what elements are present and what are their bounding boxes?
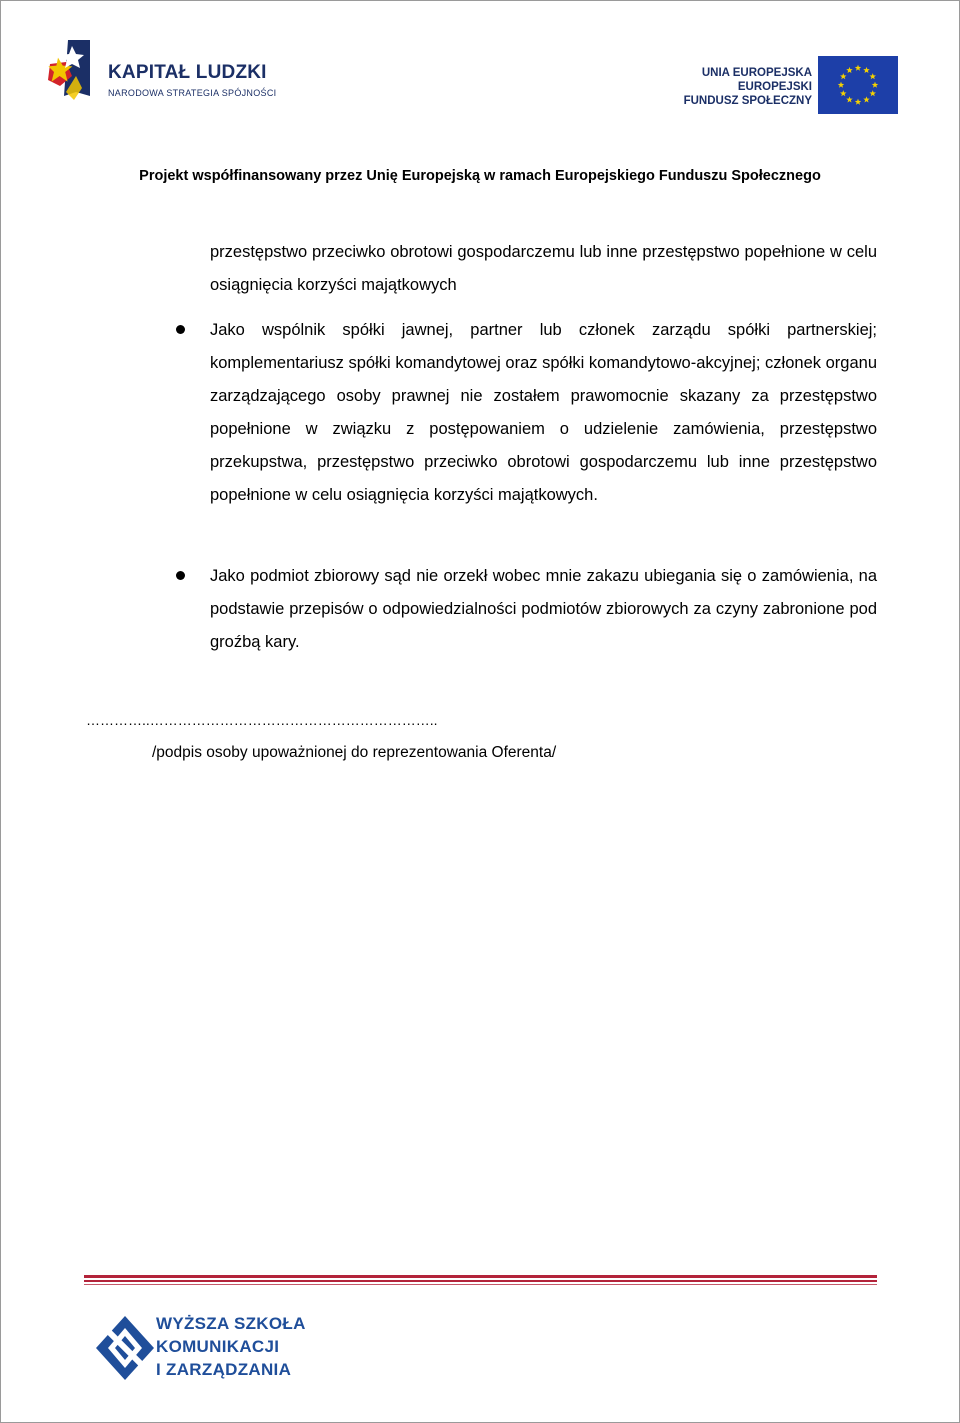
eu-flag-icon [818, 56, 898, 114]
kapital-ludzki-emblem-icon [46, 36, 106, 108]
eu-logo-text [684, 66, 812, 108]
footer-rule [84, 1284, 877, 1285]
eu-logo-line2: EUROPEJSKI [737, 81, 812, 93]
wskiz-logo [94, 1312, 354, 1387]
kapital-ludzki-title: KAPITAŁ LUDZKI [108, 62, 267, 83]
footer-rule [84, 1280, 877, 1282]
wskiz-name-line1: WYŻSZA SZKOŁA [156, 1314, 306, 1333]
eu-logo-line1: UNIA EUROPEJSKA [701, 67, 812, 79]
wskiz-emblem-icon [94, 1314, 156, 1382]
signature-caption: /podpis osoby upoważnionej do reprezentowania Oferenta/ [152, 744, 557, 761]
bullet-icon [176, 571, 185, 580]
bullet-item-partner: Jako wspólnik spółki jawnej, partner lub członek zarządu spółki partnerskiej; komplementariusz spółki komandytowej oraz spółki komandytowo-akcyjnej; członek organu zarządzającego osoby prawnej nie zostałem prawomocnie skazany za przestępstwo popełnione w związku z postępowaniem o udzielenie zamówienia, przestępstwo przekupstwa, przestępstwo przeciwko obrotowi gospodarczemu lub inne przestępstwo popełnione w celu osiągnięcia korzyści majątkowych. [210, 321, 877, 504]
signature-line: …………..…………………………………………………….. [86, 712, 438, 728]
wskiz-name-line3: I ZARZĄDZANIA [156, 1360, 292, 1379]
kapital-ludzki-subtitle: NARODOWA STRATEGIA SPÓJNOŚCI [108, 88, 277, 98]
bullet-icon [176, 325, 185, 334]
wskiz-name-line2: KOMUNIKACJI [156, 1337, 280, 1356]
project-cofinancing-line: Projekt współfinansowany przez Unię Europejską w ramach Europejskiego Funduszu Społecznego [139, 168, 821, 184]
bullet-item-collective-entity: Jako podmiot zbiorowy sąd nie orzekł wobec mnie zakazu ubiegania się o zamówienia, na podstawie przepisów o odpowiedzialności podmiotów zbiorowych za czyny zabronione pod groźbą kary. [210, 567, 877, 651]
eu-logo-line3: FUNDUSZ SPOŁECZNY [683, 95, 812, 107]
continuation-paragraph: przestępstwo przeciwko obrotowi gospodarczemu lub inne przestępstwo popełnione w celu osiągnięcia korzyści majątkowych [210, 243, 877, 294]
wskiz-name [156, 1312, 306, 1381]
eu-social-fund-logo [683, 56, 904, 116]
footer-rule [84, 1275, 877, 1278]
kapital-ludzki-logo [46, 36, 276, 114]
